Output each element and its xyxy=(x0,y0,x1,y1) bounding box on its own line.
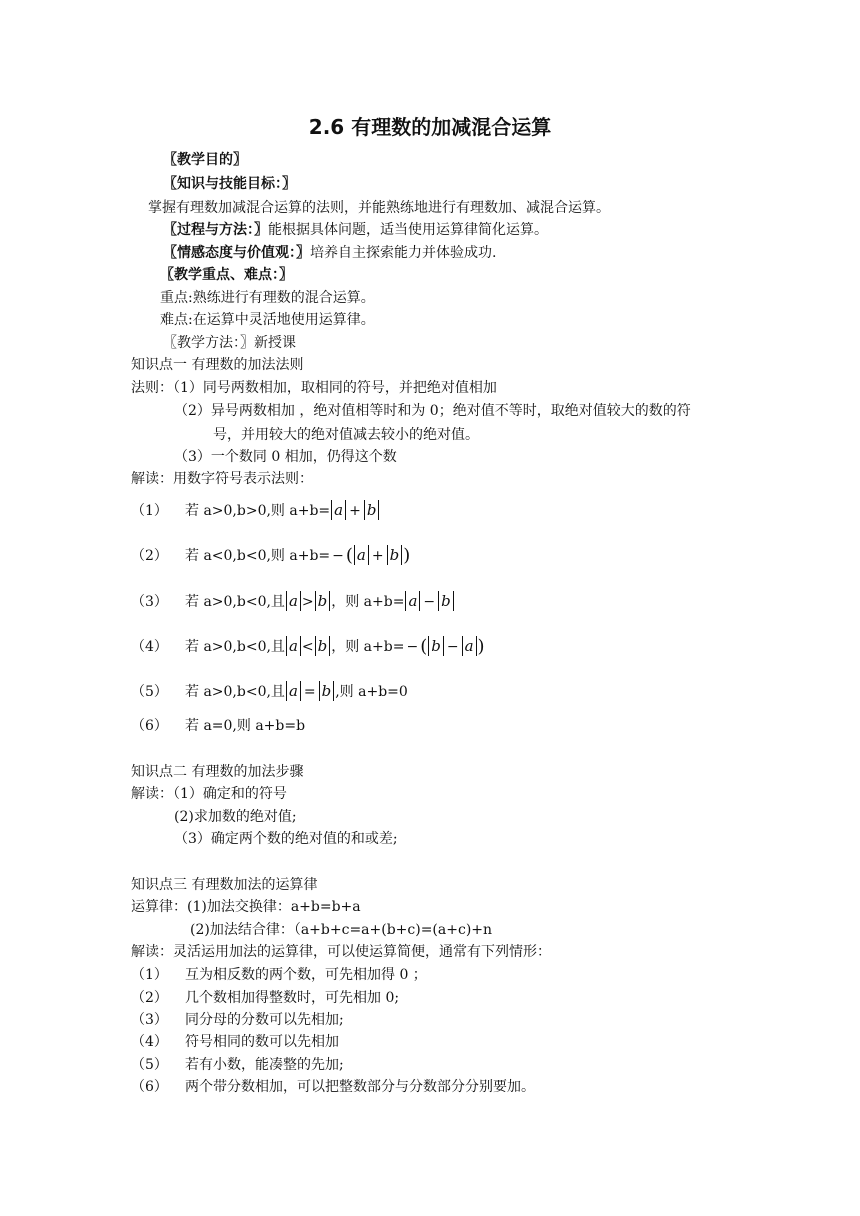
case-text: 若 a>0,b<0,且 xyxy=(185,684,285,700)
abs-b: b xyxy=(387,545,403,565)
abs-a: a xyxy=(286,591,301,611)
case-text: 若 a>0,b>0,则 a+b= xyxy=(185,503,331,519)
heading-objective: 〖教学目的〗 xyxy=(163,152,247,168)
case-number: （3） xyxy=(131,594,168,610)
left-paren: ( xyxy=(345,545,353,566)
case-number: （2） xyxy=(131,548,168,564)
case-text: 若 a<0,b<0,则 a+b= xyxy=(185,548,331,564)
step-3: （3）确定两个数的绝对值的和或差; xyxy=(174,831,398,847)
abs-a: a xyxy=(462,636,477,656)
case-text-mid: ，则 a+b= xyxy=(331,594,405,610)
case-text-mid: ,则 a+b=0 xyxy=(335,684,408,700)
item-text: 若有小数，能凑整的先加; xyxy=(185,1057,344,1073)
item-number: （4） xyxy=(131,1034,168,1050)
item-number: （1） xyxy=(131,967,168,983)
abs-a: a xyxy=(331,500,346,520)
abs-b: b xyxy=(319,681,335,701)
section1-explain: 解读：用数字符号表示法则： xyxy=(131,471,313,487)
heading-key: 〖教学重点、难点：〗 xyxy=(160,267,293,283)
section2-title: 知识点二 有理数的加法步骤 xyxy=(131,764,304,780)
equals-sign: = xyxy=(303,684,316,700)
abs-a: a xyxy=(286,681,301,701)
abs-a: a xyxy=(286,636,301,656)
case-5 xyxy=(131,681,408,701)
case-text: 若 a>0,b<0,且 xyxy=(185,639,285,655)
case-text: 若 a>0,b<0,且 xyxy=(185,594,285,610)
item-text: 几个数相加得整数时，可先相加 0; xyxy=(185,990,400,1006)
rule-2b: 号，并用较大的绝对值减去较小的绝对值。 xyxy=(213,427,479,443)
left-paren: ( xyxy=(420,636,428,657)
right-paren: ) xyxy=(403,545,411,566)
abs-b: b xyxy=(428,636,444,656)
rule-3: （3）一个数同 0 相加，仍得这个数 xyxy=(174,449,397,465)
page-title: 2.6 有理数的加减混合运算 xyxy=(308,115,552,139)
list-item xyxy=(131,1011,344,1029)
item-text: 两个带分数相加，可以把整数部分与分数部分分别要加。 xyxy=(185,1079,535,1095)
section1-title: 知识点一 有理数的加法法则 xyxy=(131,357,304,373)
lt-sign: < xyxy=(301,639,314,655)
law-2: (2)加法结合律：（a+b+c=a+(b+c)=(a+c)+n xyxy=(190,922,493,938)
law-1: 运算律：(1)加法交换律：a+b=b+a xyxy=(131,899,361,915)
key-point: 重点:熟练进行有理数的混合运算。 xyxy=(160,290,375,306)
item-number: （2） xyxy=(131,990,168,1006)
minus-sign: − xyxy=(446,639,459,655)
plus-sign: + xyxy=(371,548,384,564)
heading-knowledge: 〖知识与技能目标：〗 xyxy=(163,176,296,192)
list-item xyxy=(131,1056,344,1074)
case-3 xyxy=(131,591,455,611)
case-1 xyxy=(131,500,380,520)
item-number: （5） xyxy=(131,1057,168,1073)
item-number: （3） xyxy=(131,1012,168,1028)
abs-b: b xyxy=(438,591,454,611)
list-item xyxy=(131,989,399,1007)
list-item xyxy=(131,1078,535,1096)
heading-process: 〖过程与方法：〗 xyxy=(163,222,268,238)
gt-sign: > xyxy=(301,594,314,610)
list-item xyxy=(131,1033,339,1051)
case-number: （5） xyxy=(131,684,168,700)
case-number: （6） xyxy=(131,718,168,734)
emotion-text: 培养自主探索能力并体验成功. xyxy=(310,245,497,261)
abs-b: b xyxy=(315,636,331,656)
section3-title: 知识点三 有理数加法的运算律 xyxy=(131,877,318,893)
case-2 xyxy=(131,545,410,565)
section3-explain: 解读：灵活运用加法的运算律，可以使运算简便，通常有下列情形： xyxy=(131,944,551,960)
minus-sign: − xyxy=(423,594,436,610)
minus-sign: − xyxy=(332,548,344,564)
minus-sign: − xyxy=(406,639,419,655)
knowledge-text: 掌握有理数加减混合运算的法则，并能熟练地进行有理数加、减混合运算。 xyxy=(148,200,610,216)
abs-b: b xyxy=(364,500,380,520)
process-line xyxy=(163,221,548,239)
emotion-line xyxy=(163,244,496,262)
process-text: 能根据具体问题，适当使用运算律简化运算。 xyxy=(268,222,548,238)
case-number: （1） xyxy=(131,503,168,519)
case-text-mid: ，则 a+b= xyxy=(331,639,405,655)
plus-sign: + xyxy=(349,503,361,519)
abs-a: a xyxy=(405,591,420,611)
item-text: 同分母的分数可以先相加; xyxy=(185,1012,344,1028)
item-number: （6） xyxy=(131,1079,168,1095)
heading-emotion: 〖情感态度与价值观：〗 xyxy=(163,245,310,261)
step-1: 解读：（1）确定和的符号 xyxy=(131,786,287,802)
difficult-point: 难点:在运算中灵活地使用运算律。 xyxy=(160,312,375,328)
right-paren: ) xyxy=(477,636,485,657)
rule-1: 法则：（1）同号两数相加，取相同的符号，并把绝对值相加 xyxy=(131,380,497,396)
rule-2a: （2）异号两数相加 ，绝对值相等时和为 0；绝对值不等时，取绝对值较大的数的符 xyxy=(174,403,691,419)
list-item xyxy=(131,966,427,984)
teaching-method: 〖教学方法：〗新授课 xyxy=(163,335,296,351)
item-text: 互为相反数的两个数，可先相加得 0 ； xyxy=(185,967,427,983)
abs-a: a xyxy=(354,545,369,565)
case-number: （4） xyxy=(131,639,168,655)
abs-b: b xyxy=(315,591,331,611)
case-text: 若 a=0,则 a+b=b xyxy=(185,718,306,734)
item-text: 符号相同的数可以先相加 xyxy=(185,1034,339,1050)
case-4 xyxy=(131,636,485,656)
case-6 xyxy=(131,717,305,735)
step-2: (2)求加数的绝对值; xyxy=(174,809,297,825)
